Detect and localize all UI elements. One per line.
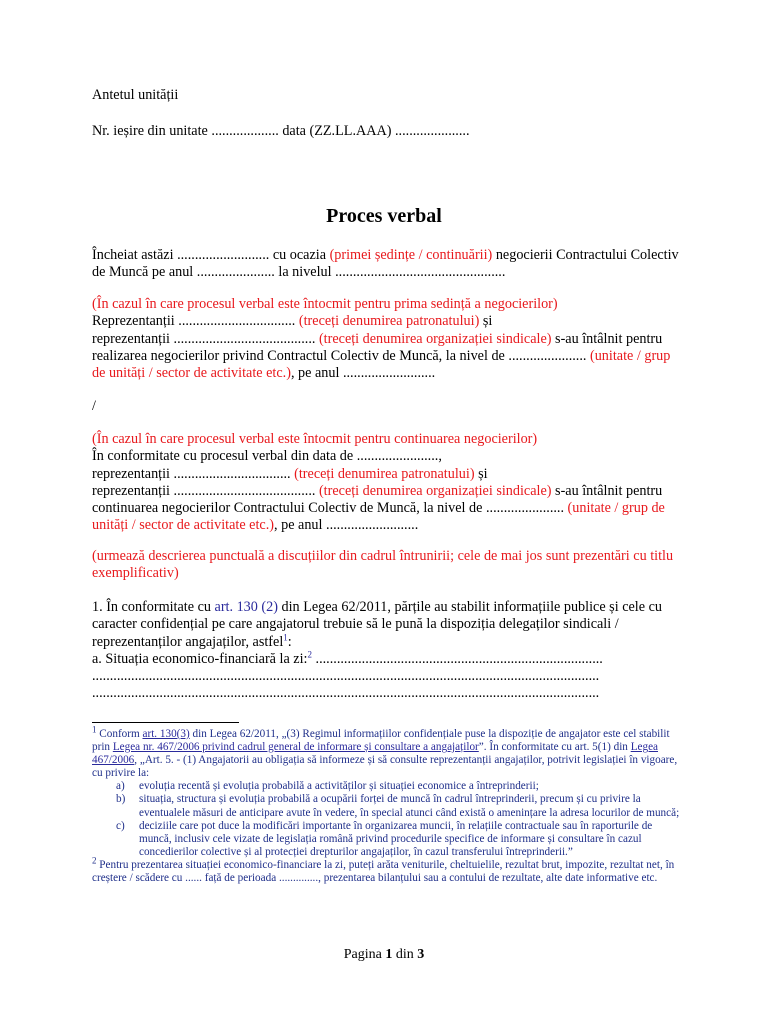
level-blank: ......................: [485, 500, 564, 517]
intro-text: la nivelul: [278, 264, 332, 281]
list-item: [92, 820, 684, 859]
article-link[interactable]: art. 130(3): [142, 728, 190, 740]
law-link[interactable]: Legea nr. 467/2006 privind cadrul general de informare și consultare a angajaților: [112, 741, 479, 754]
employer-hint: (treceți denumirea patronatului): [298, 313, 480, 330]
union-blank: ........................................: [173, 482, 316, 499]
financial-situation-label: a. Situația economico-financiară la zi:: [92, 650, 308, 667]
intro-paragraph: [92, 247, 682, 282]
list-item: [92, 793, 684, 819]
law-link[interactable]: Legea 467/2006: [92, 741, 659, 767]
date-blank: .......................,: [356, 448, 442, 465]
footnote-text: Pentru prezentarea situației economico-financiare la zi, puteți arăta veniturile, cheltuielile, rezultat brut, impozite, rezultat net, în creștere / scădere cu ...... față de perioada .............., prezentarea bilanțului sau a contului de rezultate, alte date informative etc.: [92, 858, 675, 885]
employer-blank: .................................: [173, 465, 291, 482]
list-item: [92, 780, 684, 793]
separator: /: [92, 398, 96, 414]
level-blank: ......................: [508, 347, 587, 364]
session-choice-hint: (primei ședințe / continuării): [329, 247, 493, 263]
case-text: reprezentanții: [92, 330, 170, 347]
total-pages-number: 3: [417, 947, 425, 962]
footnote-list: [92, 780, 684, 859]
exit-number-blank: ...................: [211, 123, 279, 139]
year-blank: ......................: [196, 264, 275, 281]
case-text: În conformitate cu procesul verbal din data de: [92, 448, 354, 465]
letterhead-line: [92, 87, 682, 104]
current-page-number: 1: [385, 947, 393, 962]
case-text: reprezentanții: [92, 465, 170, 482]
footnote-text: Conform: [99, 728, 140, 740]
financial-situation-blank: .................................................................................: [315, 650, 603, 667]
footnote-number: 2: [92, 855, 97, 866]
exit-number-line: [92, 123, 682, 140]
union-hint: (treceți denumirea organizației sindicale): [318, 330, 552, 347]
union-blank: ........................................: [173, 330, 316, 347]
page-footer: [0, 947, 768, 963]
date-blank: .....................: [395, 123, 470, 139]
case-text: s-au întâlnit pentru realizarea negocierilor privind Contractul Colectiv de Muncă, la nivel de: [92, 330, 663, 364]
case-text: Reprezentanții: [92, 313, 175, 330]
point-text: 1. În conformitate cu: [92, 599, 211, 615]
letterhead-text: Antetul unității: [92, 87, 179, 103]
year-blank: ..........................: [342, 365, 436, 382]
case-first-session: [92, 296, 682, 382]
case-text: s-au întâlnit pentru continuarea negocierilor Contractului Colectiv de Muncă, la nivel de: [92, 482, 663, 517]
point-1: [92, 599, 682, 703]
footnote-separator: [92, 722, 239, 723]
blank-line: ...............................................................................................................................................: [92, 685, 600, 702]
intro-text: negocierii Contractului Colectiv de Muncă pe anul: [92, 247, 679, 281]
list-letter: a): [116, 780, 125, 793]
article-link[interactable]: art. 130 (2): [214, 599, 278, 615]
intro-text: Încheiat astăzi: [92, 247, 174, 263]
level-blank: ................................................: [335, 264, 506, 281]
union-hint: (treceți denumirea organizației sindicale): [318, 482, 552, 499]
footnote-text: din Legea 62/2011, „(3) Regimul informațiilor confidențiale puse la dispoziție de angajator este cel stabilit prin: [92, 728, 670, 754]
footnote-ref-1[interactable]: 1: [283, 631, 288, 642]
point-text: :: [287, 633, 292, 650]
date-blank: ..........................: [177, 247, 270, 263]
list-text: situația, structura și evoluția probabilă a ocupării forței de muncă în cadrul întreprinderii, precum și cu privire la eventualele măsuri de anticipare avute în vedere, în special atunci când există o amenințare la adresa locurilor de muncă;: [139, 793, 680, 819]
intro-text: cu ocazia: [272, 247, 327, 263]
case-text: reprezentanții: [92, 482, 170, 499]
footnote-ref-2[interactable]: 2: [307, 649, 312, 660]
list-letter: b): [116, 793, 126, 806]
case-continuation: [92, 431, 682, 535]
footer-label: din: [395, 947, 414, 962]
footnote-1: [92, 724, 684, 885]
year-blank: ..........................: [326, 517, 419, 534]
list-text: deciziile care pot duce la modificări importante în organizarea muncii, în relațiile contractuale sau în raporturile de muncă, inclusiv cele vizate de legislația română privind procedurile specifice de informare și consultare în cazul concedierilor colective și al protecției drepturilor angajaților, în cazul transferului întreprinderii.”: [139, 819, 653, 858]
blank-line: ...............................................................................................................................................: [92, 668, 600, 685]
employer-blank: .................................: [178, 313, 296, 330]
case-text: și: [478, 465, 488, 482]
case-heading: (În cazul în care procesul verbal este întocmit pentru continuarea negocierilor): [92, 431, 538, 447]
footnote-text: , „Art. 5. - (1) Angajatorii au obligația să informeze și să consulte reprezentanții angajaților, potrivit legislației în vigoare, cu privire la:: [92, 754, 678, 780]
point-text: din Legea 62/2011, părțile au stabilit informațiile publice și cele cu caracter confidențial pe care angajatorul trebuie să le pună la dispoziția delegaților sindicali / reprezentanților angajaților, astfel: [92, 599, 662, 650]
case-text: , pe anul: [290, 365, 340, 382]
footnote-text: ”. În conformitate cu art. 5(1) din: [478, 741, 628, 754]
page-title: Proces verbal: [326, 205, 442, 227]
case-text: , pe anul: [274, 517, 323, 534]
level-hint: (unitate / grup de unități / sector de activitate etc.): [92, 347, 671, 382]
employer-hint: (treceți denumirea patronatului): [294, 465, 475, 482]
case-heading: (În cazul în care procesul verbal este întocmit pentru prima sedință a negocierilor): [92, 296, 558, 312]
exit-number-label: Nr. ieșire din unitate: [92, 123, 208, 139]
list-text: evoluția recentă și evoluția probabilă a activităților și situației economice a întreprinderii;: [139, 780, 539, 793]
footer-label: Pagina: [343, 947, 382, 962]
case-text: și: [482, 313, 493, 330]
discussion-note: (urmează descrierea punctuală a discuțiilor din cadrul întrunirii; cele de mai jos sunt prezentări cu titlu exemplificativ): [92, 548, 674, 582]
list-letter: c): [116, 819, 125, 832]
date-label: data (ZZ.LL.AAA): [282, 123, 392, 139]
footnote-number: 1: [92, 724, 97, 735]
level-hint: (unitate / grup de unități / sector de activitate etc.): [92, 500, 665, 534]
